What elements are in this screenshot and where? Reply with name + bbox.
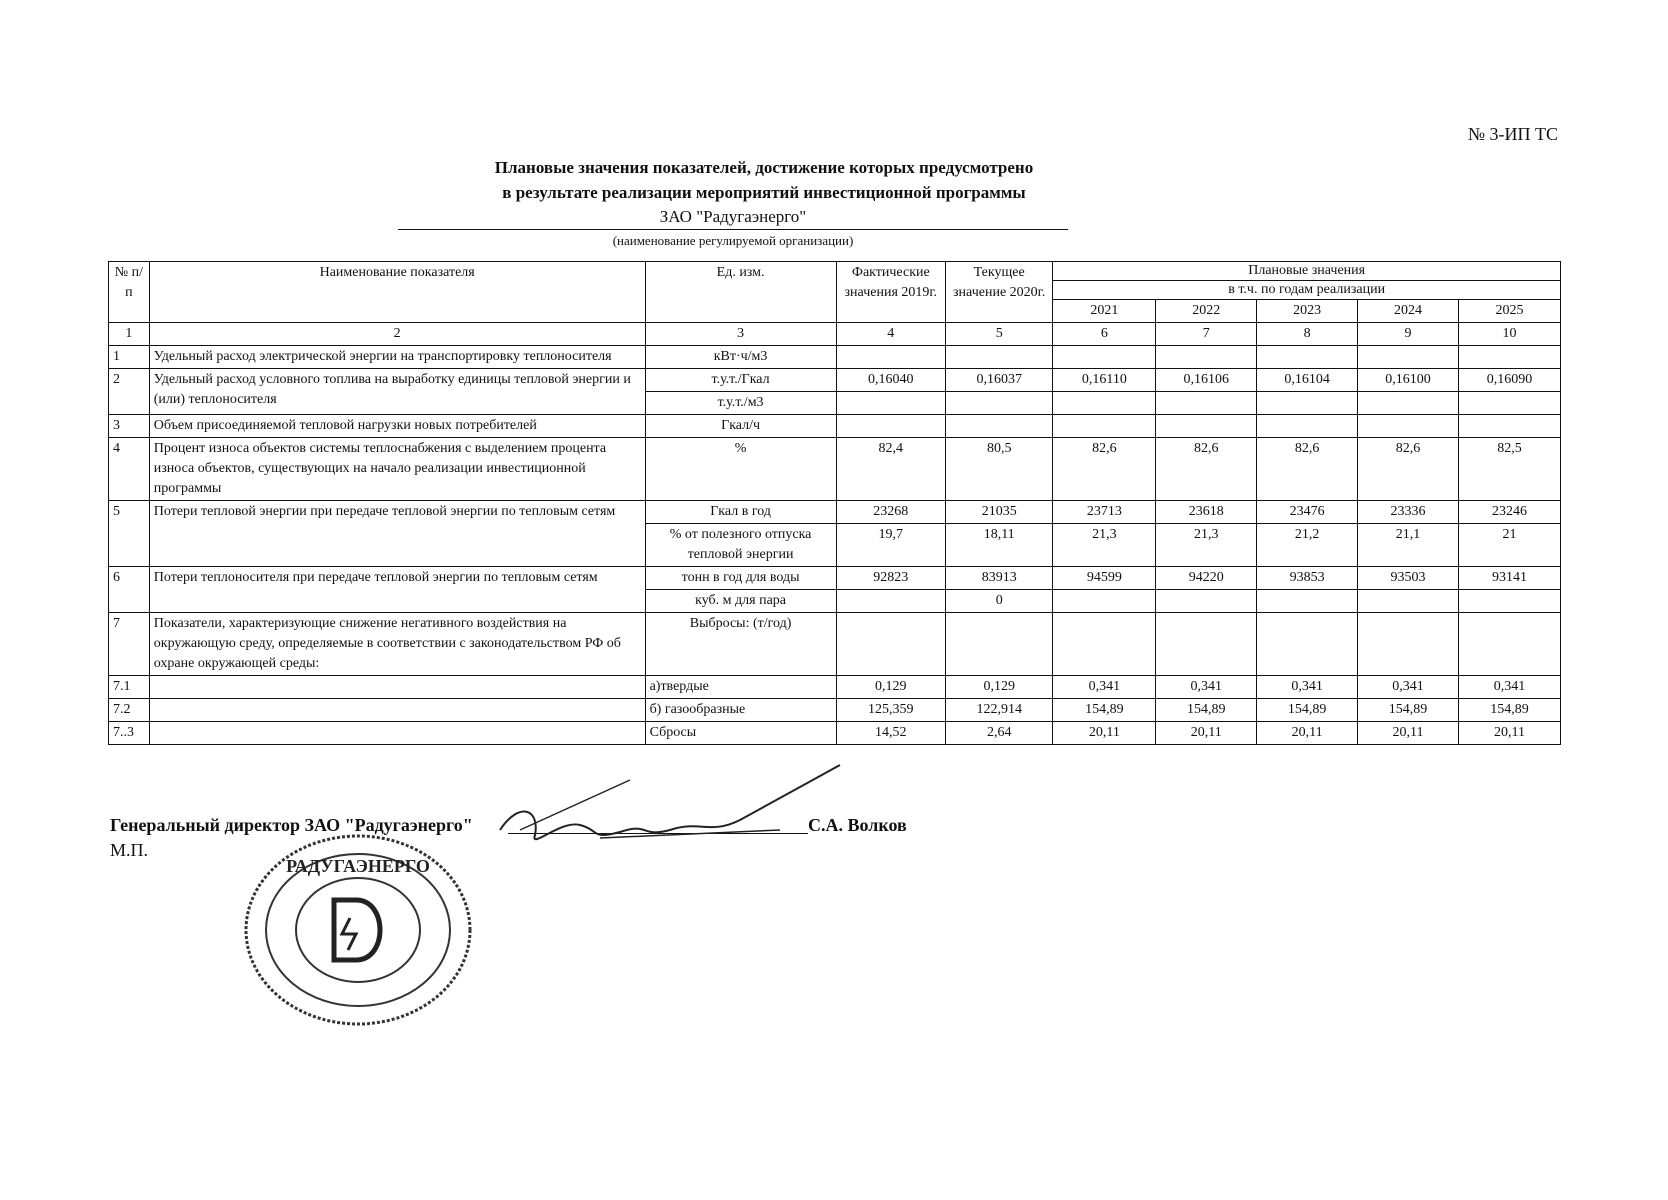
year-cell: 2021 (1053, 300, 1156, 323)
value-cell: 93141 (1458, 567, 1560, 590)
row-unit: % (645, 438, 836, 501)
header-fact: Фактические значения 2019г. (836, 262, 945, 323)
value-cell: 82,6 (1358, 438, 1459, 501)
value-cell: 83913 (946, 567, 1053, 590)
row-unit: Сбросы (645, 722, 836, 745)
row-no: 1 (109, 346, 150, 369)
value-cell: 82,6 (1156, 438, 1257, 501)
value-cell: 0,341 (1257, 676, 1358, 699)
row-no: 7..3 (109, 722, 150, 745)
value-cell: 82,4 (836, 438, 945, 501)
table-row (109, 438, 1561, 501)
value-cell: 21035 (946, 501, 1053, 524)
svg-text:РАДУГАЭНЕРГО: РАДУГАЭНЕРГО (286, 856, 430, 876)
value-cell: 21,3 (1156, 524, 1257, 567)
row-name: Удельный расход электрической энергии на транспортировку теплоносителя (149, 346, 645, 369)
row-unit: Гкал в год (645, 501, 836, 524)
row-unit: Гкал/ч (645, 415, 836, 438)
value-cell: 20,11 (1257, 722, 1358, 745)
value-cell: 0,16106 (1156, 369, 1257, 392)
row-unit: кВт·ч/м3 (645, 346, 836, 369)
value-cell: 93853 (1257, 567, 1358, 590)
value-cell: 19,7 (836, 524, 945, 567)
value-cell: 20,11 (1358, 722, 1459, 745)
title-line-1: Плановые значения показателей, достижение которых предусмотрено (494, 158, 1034, 177)
col-number: 10 (1458, 323, 1560, 346)
org-name: ЗАО "Радугаэнерго" (398, 207, 1068, 230)
value-cell: 0,16110 (1053, 369, 1156, 392)
seal-place-label: М.П. (110, 840, 149, 860)
column-number-row (109, 323, 1561, 346)
value-cell: 0,341 (1458, 676, 1560, 699)
header-name: Наименование показателя (149, 262, 645, 323)
value-cell: 23246 (1458, 501, 1560, 524)
row-name: Процент износа объектов системы теплоснабжения с выделением процента износа объектов, существующих на начало реализации инвестиционной программы (149, 438, 645, 501)
row-no: 5 (109, 501, 150, 567)
value-cell: 21,1 (1358, 524, 1459, 567)
value-cell: 23476 (1257, 501, 1358, 524)
value-cell: 23713 (1053, 501, 1156, 524)
year-cell: 2024 (1358, 300, 1459, 323)
company-seal (238, 830, 478, 1030)
table-row (109, 346, 1561, 369)
value-cell: 0,16104 (1257, 369, 1358, 392)
table-row (109, 699, 1561, 722)
signer-name: С.А. Волков (808, 815, 907, 835)
handwritten-signature (480, 760, 860, 860)
row-unit: тонн в год для воды (645, 567, 836, 590)
row-no: 7.2 (109, 699, 150, 722)
row-no: 6 (109, 567, 150, 613)
value-cell: 20,11 (1053, 722, 1156, 745)
row-no: 7.1 (109, 676, 150, 699)
value-cell: 0,341 (1053, 676, 1156, 699)
indicators-table (108, 261, 1561, 745)
row-no: 3 (109, 415, 150, 438)
row-unit: Выбросы: (т/год) (645, 613, 836, 676)
value-cell: 21,2 (1257, 524, 1358, 567)
table-row (109, 369, 1561, 392)
row-no: 7 (109, 613, 150, 676)
value-cell: 94220 (1156, 567, 1257, 590)
value-cell: 0,16040 (836, 369, 945, 392)
table-row (109, 613, 1561, 676)
row-no: 2 (109, 369, 150, 415)
row-unit: т.у.т./Гкал (645, 369, 836, 392)
col-number: 6 (1053, 323, 1156, 346)
header-current: Текущее значение 2020г. (946, 262, 1053, 323)
row-unit: % от полезного отпуска тепловой энергии (645, 524, 836, 567)
value-cell: 0,16100 (1358, 369, 1459, 392)
value-cell: 21,3 (1053, 524, 1156, 567)
signer-title: Генеральный директор ЗАО "Радугаэнерго" (110, 815, 473, 835)
value-cell: 21 (1458, 524, 1560, 567)
table-row (109, 722, 1561, 745)
title-line-2: в результате реализации мероприятий инвестиционной программы (502, 183, 1026, 202)
value-cell: 154,89 (1358, 699, 1459, 722)
header-plan: Плановые значения (1053, 262, 1561, 281)
row-name: Потери тепловой энергии при передаче тепловой энергии по тепловым сетям (149, 501, 645, 567)
header-plan-sub: в т.ч. по годам реализации (1053, 281, 1561, 300)
row-name: Удельный расход условного топлива на выработку единицы тепловой энергии и (или) теплоносителя (149, 369, 645, 415)
value-cell: 80,5 (946, 438, 1053, 501)
value-cell: 20,11 (1156, 722, 1257, 745)
value-cell: 20,11 (1458, 722, 1560, 745)
value-cell: 92823 (836, 567, 945, 590)
value-cell: 0,341 (1358, 676, 1459, 699)
value-cell: 23268 (836, 501, 945, 524)
col-number: 3 (645, 323, 836, 346)
value-cell: 23336 (1358, 501, 1459, 524)
year-cell: 2025 (1458, 300, 1560, 323)
value-cell: 0,341 (1156, 676, 1257, 699)
col-number: 8 (1257, 323, 1358, 346)
value-cell: 0,16037 (946, 369, 1053, 392)
org-caption: (наименование регулируемой организации) (612, 233, 854, 248)
value-cell: 125,359 (836, 699, 945, 722)
value-cell: 154,89 (1458, 699, 1560, 722)
value-cell: 154,89 (1156, 699, 1257, 722)
col-number: 2 (149, 323, 645, 346)
value-cell: 154,89 (1257, 699, 1358, 722)
header-no: № п/п (109, 262, 150, 323)
value-cell: 82,6 (1257, 438, 1358, 501)
table-row (109, 415, 1561, 438)
value-cell: 94599 (1053, 567, 1156, 590)
row-unit: а)твердые (645, 676, 836, 699)
table-row (109, 567, 1561, 590)
value-cell: 0,129 (946, 676, 1053, 699)
header-row (109, 262, 1561, 281)
value-cell: 82,5 (1458, 438, 1560, 501)
doc-number: № 3-ИП ТС (1467, 124, 1558, 144)
year-cell: 2023 (1257, 300, 1358, 323)
row-unit: б) газообразные (645, 699, 836, 722)
row-name: Объем присоединяемой тепловой нагрузки новых потребителей (149, 415, 645, 438)
header-unit: Ед. изм. (645, 262, 836, 323)
year-cell: 2022 (1156, 300, 1257, 323)
value-cell: 122,914 (946, 699, 1053, 722)
row-unit: т.у.т./м3 (645, 392, 836, 415)
row-name: Потери теплоносителя при передаче тепловой энергии по тепловым сетям (149, 567, 645, 613)
value-cell: 18,11 (946, 524, 1053, 567)
value-cell: 23618 (1156, 501, 1257, 524)
value-cell: 93503 (1358, 567, 1459, 590)
value-cell: 0,129 (836, 676, 945, 699)
value-cell: 14,52 (836, 722, 945, 745)
table-row (109, 676, 1561, 699)
col-number: 7 (1156, 323, 1257, 346)
col-number: 5 (946, 323, 1053, 346)
value-cell: 2,64 (946, 722, 1053, 745)
value-cell: 154,89 (1053, 699, 1156, 722)
value-cell: 0 (946, 590, 1053, 613)
row-unit: куб. м для пара (645, 590, 836, 613)
col-number: 9 (1358, 323, 1459, 346)
col-number: 4 (836, 323, 945, 346)
value-cell: 82,6 (1053, 438, 1156, 501)
table-row (109, 501, 1561, 524)
row-name: Показатели, характеризующие снижение негативного воздействия на окружающую среду, определяемые в соответствии с законодательством РФ об охране окружающей среды: (149, 613, 645, 676)
row-no: 4 (109, 438, 150, 501)
value-cell: 0,16090 (1458, 369, 1560, 392)
col-number: 1 (109, 323, 150, 346)
